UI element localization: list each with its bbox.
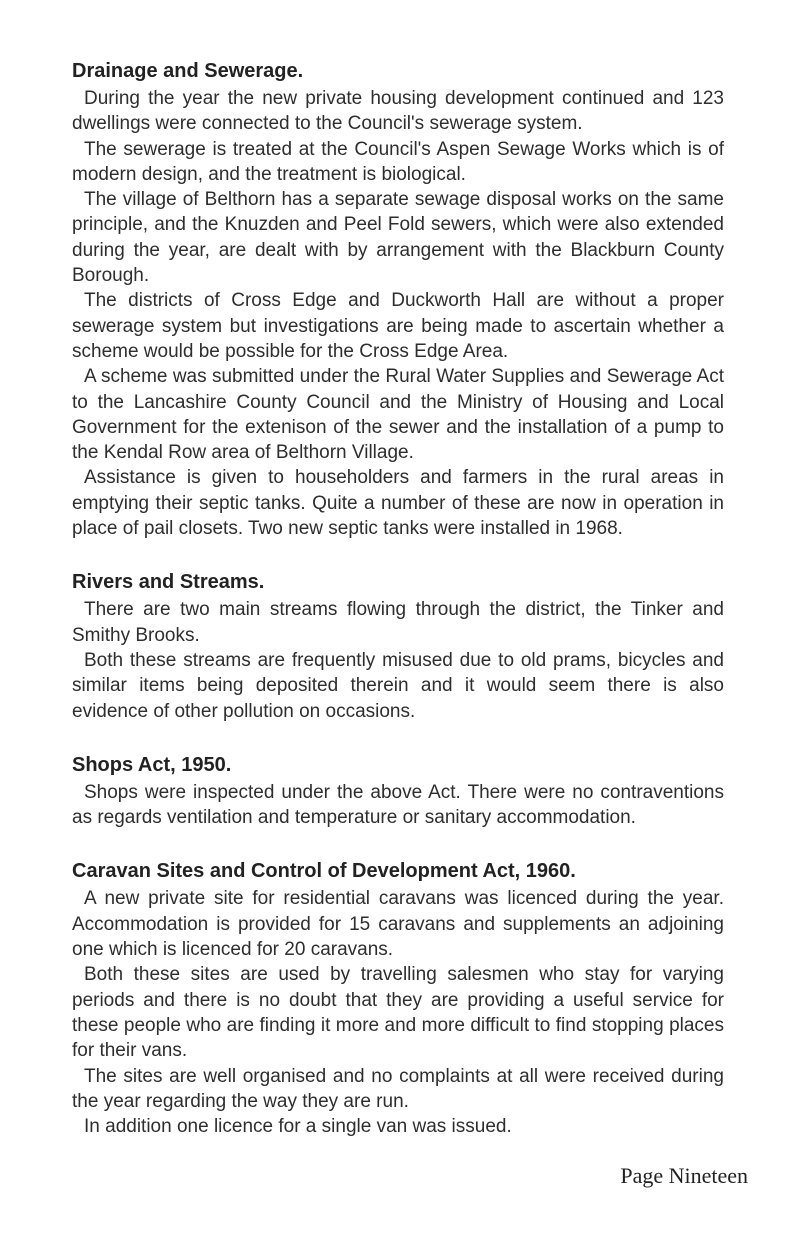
section-heading: Drainage and Sewerage.: [72, 60, 304, 82]
paragraph: There are two main streams flowing through the district, the Tinker and Smithy Brooks.: [72, 599, 724, 646]
section-drainage-sewerage: [72, 56, 724, 541]
section-caravan-sites: [72, 856, 724, 1139]
section-shops-act: [72, 750, 724, 831]
section-heading: Rivers and Streams.: [72, 571, 265, 594]
paragraph: Shops were inspected under the above Act. There were no contraventions as regards ventilation and temperature or sanitary accommodation.: [72, 781, 724, 829]
paragraph: In addition one licence for a single van was issued.: [84, 1116, 512, 1138]
page-number-footer: Page Nineteen: [620, 1163, 748, 1188]
paragraph: The sites are well organised and no complaints at all were received during the year regarding the way they are run.: [72, 1065, 724, 1112]
paragraph: The sewerage is treated at the Council's Aspen Sewage Works which is of modern design, and the treatment is biological.: [72, 138, 724, 185]
document-page: [72, 56, 724, 1165]
section-heading: Caravan Sites and Control of Development Act, 1960.: [72, 860, 576, 883]
paragraph: During the year the new private housing development continued and 123 dwellings were connected to the Council's sewerage system.: [72, 88, 724, 135]
paragraph: Both these streams are frequently misused due to old prams, bicycles and similar items being deposited therein and it would seem there is also evidence of other pollution on occasions.: [72, 649, 724, 722]
paragraph: Assistance is given to householders and farmers in the rural areas in emptying their septic tanks. Quite a number of these are now in operation in place of pail closets. Two new septic tanks were installed in 1968.: [72, 467, 724, 540]
section-rivers-streams: [72, 567, 724, 723]
paragraph: Both these sites are used by travelling salesmen who stay for varying periods and there is no doubt that they are providing a useful service for these people who are finding it more and more difficult to find stopping places for their vans.: [72, 964, 724, 1062]
paragraph: The village of Belthorn has a separate sewage disposal works on the same principle, and the Knuzden and Peel Fold sewers, which were also extended during the year, are dealt with by arrangement with the Blackburn County Borough.: [72, 189, 724, 287]
paragraph: A scheme was submitted under the Rural Water Supplies and Sewerage Act to the Lancashire County Council and the Ministry of Housing and Local Government for the extenison of the sewer and the installation of a pump to the Kendal Row area of Belthorn Village.: [72, 366, 724, 464]
paragraph: The districts of Cross Edge and Duckworth Hall are without a proper sewerage system but investigations are being made to ascertain whether a scheme would be possible for the Cross Edge Area.: [72, 290, 724, 362]
section-heading: Shops Act, 1950.: [72, 753, 232, 776]
paragraph: A new private site for residential caravans was licenced during the year. Accommodation is provided for 15 caravans and supplements an adjoining one which is licenced for 20 caravans.: [72, 888, 724, 961]
